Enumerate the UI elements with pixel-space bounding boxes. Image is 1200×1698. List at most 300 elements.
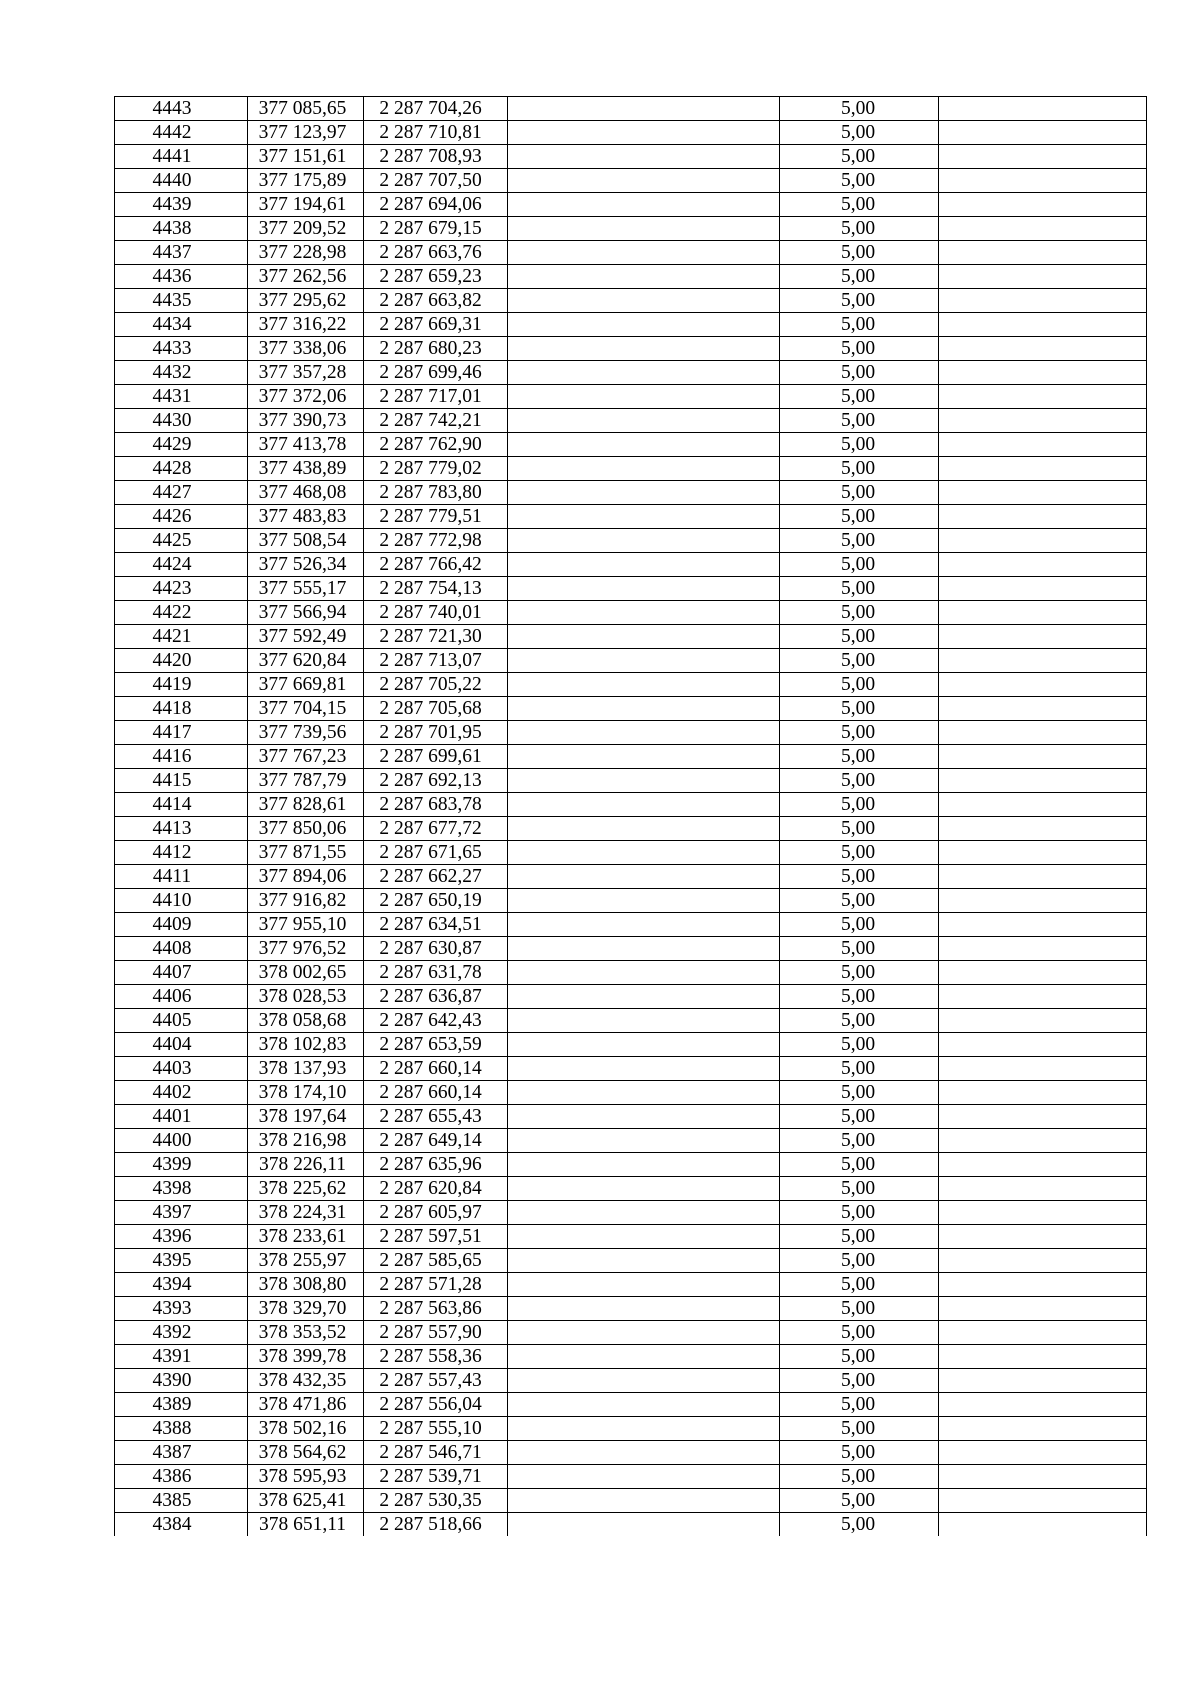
empty-cell (939, 433, 1147, 457)
empty-cell (939, 1081, 1147, 1105)
x-coordinate-cell: 377 194,61 (248, 193, 364, 217)
table-row (115, 433, 1147, 457)
value-cell: 5,00 (780, 1105, 939, 1129)
empty-cell (939, 457, 1147, 481)
empty-cell (939, 1153, 1147, 1177)
empty-cell (939, 313, 1147, 337)
empty-cell (508, 505, 780, 529)
empty-cell (939, 1273, 1147, 1297)
value-cell: 5,00 (780, 97, 939, 121)
point-number-cell: 4418 (115, 697, 248, 721)
empty-cell (508, 145, 780, 169)
empty-cell (939, 1201, 1147, 1225)
value-cell: 5,00 (780, 1489, 939, 1513)
empty-cell (939, 409, 1147, 433)
empty-cell (939, 1465, 1147, 1489)
y-coordinate-cell: 2 287 717,01 (364, 385, 508, 409)
point-number-cell: 4442 (115, 121, 248, 145)
value-cell: 5,00 (780, 409, 939, 433)
point-number-cell: 4431 (115, 385, 248, 409)
empty-cell (939, 841, 1147, 865)
table-row (115, 985, 1147, 1009)
value-cell: 5,00 (780, 1033, 939, 1057)
empty-cell (939, 985, 1147, 1009)
empty-cell (508, 697, 780, 721)
table-row (115, 97, 1147, 121)
empty-cell (939, 673, 1147, 697)
table-row (115, 1465, 1147, 1489)
point-number-cell: 4392 (115, 1321, 248, 1345)
empty-cell (508, 1129, 780, 1153)
empty-cell (939, 961, 1147, 985)
empty-cell (939, 337, 1147, 361)
table-row (115, 193, 1147, 217)
empty-cell (508, 817, 780, 841)
empty-cell (939, 1441, 1147, 1465)
table-row (115, 721, 1147, 745)
x-coordinate-cell: 377 338,06 (248, 337, 364, 361)
y-coordinate-cell: 2 287 713,07 (364, 649, 508, 673)
empty-cell (939, 1225, 1147, 1249)
value-cell: 5,00 (780, 1225, 939, 1249)
point-number-cell: 4430 (115, 409, 248, 433)
y-coordinate-cell: 2 287 634,51 (364, 913, 508, 937)
x-coordinate-cell: 377 262,56 (248, 265, 364, 289)
table-row (115, 553, 1147, 577)
empty-cell (939, 721, 1147, 745)
table-row (115, 1225, 1147, 1249)
value-cell: 5,00 (780, 265, 939, 289)
point-number-cell: 4402 (115, 1081, 248, 1105)
y-coordinate-cell: 2 287 721,30 (364, 625, 508, 649)
table-row (115, 673, 1147, 697)
y-coordinate-cell: 2 287 699,61 (364, 745, 508, 769)
value-cell: 5,00 (780, 1009, 939, 1033)
value-cell: 5,00 (780, 313, 939, 337)
x-coordinate-cell: 377 850,06 (248, 817, 364, 841)
empty-cell (508, 1441, 780, 1465)
empty-cell (939, 1129, 1147, 1153)
table-row (115, 1393, 1147, 1417)
value-cell: 5,00 (780, 337, 939, 361)
table-row (115, 1201, 1147, 1225)
x-coordinate-cell: 377 767,23 (248, 745, 364, 769)
y-coordinate-cell: 2 287 671,65 (364, 841, 508, 865)
point-number-cell: 4432 (115, 361, 248, 385)
point-number-cell: 4403 (115, 1057, 248, 1081)
empty-cell (508, 1513, 780, 1537)
empty-cell (939, 817, 1147, 841)
table-row (115, 745, 1147, 769)
x-coordinate-cell: 378 224,31 (248, 1201, 364, 1225)
value-cell: 5,00 (780, 889, 939, 913)
empty-cell (508, 121, 780, 145)
y-coordinate-cell: 2 287 556,04 (364, 1393, 508, 1417)
value-cell: 5,00 (780, 961, 939, 985)
empty-cell (939, 1393, 1147, 1417)
y-coordinate-cell: 2 287 680,23 (364, 337, 508, 361)
table-row (115, 1009, 1147, 1033)
y-coordinate-cell: 2 287 518,66 (364, 1513, 508, 1537)
empty-cell (939, 361, 1147, 385)
empty-cell (508, 553, 780, 577)
value-cell: 5,00 (780, 601, 939, 625)
x-coordinate-cell: 378 502,16 (248, 1417, 364, 1441)
empty-cell (508, 865, 780, 889)
x-coordinate-cell: 377 175,89 (248, 169, 364, 193)
empty-cell (939, 625, 1147, 649)
y-coordinate-cell: 2 287 631,78 (364, 961, 508, 985)
value-cell: 5,00 (780, 769, 939, 793)
x-coordinate-cell: 377 151,61 (248, 145, 364, 169)
y-coordinate-cell: 2 287 563,86 (364, 1297, 508, 1321)
x-coordinate-cell: 377 209,52 (248, 217, 364, 241)
table-row (115, 313, 1147, 337)
x-coordinate-cell: 378 432,35 (248, 1369, 364, 1393)
y-coordinate-cell: 2 287 655,43 (364, 1105, 508, 1129)
point-number-cell: 4405 (115, 1009, 248, 1033)
y-coordinate-cell: 2 287 546,71 (364, 1441, 508, 1465)
empty-cell (939, 1249, 1147, 1273)
y-coordinate-cell: 2 287 653,59 (364, 1033, 508, 1057)
table-row (115, 1081, 1147, 1105)
y-coordinate-cell: 2 287 683,78 (364, 793, 508, 817)
point-number-cell: 4410 (115, 889, 248, 913)
empty-cell (939, 937, 1147, 961)
x-coordinate-cell: 377 526,34 (248, 553, 364, 577)
x-coordinate-cell: 377 483,83 (248, 505, 364, 529)
point-number-cell: 4413 (115, 817, 248, 841)
point-number-cell: 4434 (115, 313, 248, 337)
empty-cell (508, 337, 780, 361)
y-coordinate-cell: 2 287 539,71 (364, 1465, 508, 1489)
point-number-cell: 4389 (115, 1393, 248, 1417)
table-row (115, 1105, 1147, 1129)
empty-cell (508, 1345, 780, 1369)
empty-cell (508, 265, 780, 289)
table-row (115, 1321, 1147, 1345)
x-coordinate-cell: 377 871,55 (248, 841, 364, 865)
empty-cell (508, 193, 780, 217)
empty-cell (508, 601, 780, 625)
table-row (115, 1369, 1147, 1393)
y-coordinate-cell: 2 287 704,26 (364, 97, 508, 121)
point-number-cell: 4404 (115, 1033, 248, 1057)
value-cell: 5,00 (780, 217, 939, 241)
point-number-cell: 4397 (115, 1201, 248, 1225)
x-coordinate-cell: 378 174,10 (248, 1081, 364, 1105)
table-row (115, 817, 1147, 841)
y-coordinate-cell: 2 287 630,87 (364, 937, 508, 961)
point-number-cell: 4385 (115, 1489, 248, 1513)
point-number-cell: 4411 (115, 865, 248, 889)
x-coordinate-cell: 378 399,78 (248, 1345, 364, 1369)
x-coordinate-cell: 377 976,52 (248, 937, 364, 961)
empty-cell (508, 1297, 780, 1321)
empty-cell (939, 1345, 1147, 1369)
empty-cell (508, 1033, 780, 1057)
empty-cell (508, 961, 780, 985)
empty-cell (508, 1249, 780, 1273)
empty-cell (508, 1009, 780, 1033)
table-row (115, 1249, 1147, 1273)
empty-cell (939, 505, 1147, 529)
x-coordinate-cell: 378 308,80 (248, 1273, 364, 1297)
value-cell: 5,00 (780, 1369, 939, 1393)
point-number-cell: 4415 (115, 769, 248, 793)
x-coordinate-cell: 377 955,10 (248, 913, 364, 937)
empty-cell (508, 529, 780, 553)
x-coordinate-cell: 377 555,17 (248, 577, 364, 601)
point-number-cell: 4440 (115, 169, 248, 193)
point-number-cell: 4395 (115, 1249, 248, 1273)
y-coordinate-cell: 2 287 558,36 (364, 1345, 508, 1369)
value-cell: 5,00 (780, 937, 939, 961)
empty-cell (939, 1009, 1147, 1033)
point-number-cell: 4393 (115, 1297, 248, 1321)
empty-cell (939, 601, 1147, 625)
x-coordinate-cell: 377 508,54 (248, 529, 364, 553)
point-number-cell: 4394 (115, 1273, 248, 1297)
x-coordinate-cell: 377 669,81 (248, 673, 364, 697)
y-coordinate-cell: 2 287 699,46 (364, 361, 508, 385)
empty-cell (508, 1273, 780, 1297)
value-cell: 5,00 (780, 985, 939, 1009)
value-cell: 5,00 (780, 1201, 939, 1225)
y-coordinate-cell: 2 287 783,80 (364, 481, 508, 505)
table-row (115, 1345, 1147, 1369)
y-coordinate-cell: 2 287 710,81 (364, 121, 508, 145)
value-cell: 5,00 (780, 1513, 939, 1537)
y-coordinate-cell: 2 287 677,72 (364, 817, 508, 841)
point-number-cell: 4417 (115, 721, 248, 745)
x-coordinate-cell: 378 595,93 (248, 1465, 364, 1489)
empty-cell (508, 97, 780, 121)
point-number-cell: 4406 (115, 985, 248, 1009)
empty-cell (939, 1177, 1147, 1201)
empty-cell (508, 985, 780, 1009)
x-coordinate-cell: 377 438,89 (248, 457, 364, 481)
x-coordinate-cell: 377 468,08 (248, 481, 364, 505)
value-cell: 5,00 (780, 553, 939, 577)
table-row (115, 121, 1147, 145)
y-coordinate-cell: 2 287 620,84 (364, 1177, 508, 1201)
table-row (115, 409, 1147, 433)
empty-cell (939, 889, 1147, 913)
x-coordinate-cell: 378 353,52 (248, 1321, 364, 1345)
empty-cell (508, 361, 780, 385)
y-coordinate-cell: 2 287 740,01 (364, 601, 508, 625)
point-number-cell: 4439 (115, 193, 248, 217)
point-number-cell: 4407 (115, 961, 248, 985)
y-coordinate-cell: 2 287 754,13 (364, 577, 508, 601)
empty-cell (939, 1105, 1147, 1129)
x-coordinate-cell: 377 316,22 (248, 313, 364, 337)
x-coordinate-cell: 377 123,97 (248, 121, 364, 145)
table-row (115, 1513, 1147, 1537)
point-number-cell: 4409 (115, 913, 248, 937)
empty-cell (508, 841, 780, 865)
y-coordinate-cell: 2 287 705,22 (364, 673, 508, 697)
table-row (115, 217, 1147, 241)
table-row (115, 649, 1147, 673)
x-coordinate-cell: 378 625,41 (248, 1489, 364, 1513)
x-coordinate-cell: 378 226,11 (248, 1153, 364, 1177)
value-cell: 5,00 (780, 1297, 939, 1321)
value-cell: 5,00 (780, 1249, 939, 1273)
y-coordinate-cell: 2 287 635,96 (364, 1153, 508, 1177)
y-coordinate-cell: 2 287 692,13 (364, 769, 508, 793)
empty-cell (939, 1417, 1147, 1441)
x-coordinate-cell: 377 894,06 (248, 865, 364, 889)
value-cell: 5,00 (780, 457, 939, 481)
table-row (115, 1297, 1147, 1321)
empty-cell (508, 1105, 780, 1129)
empty-cell (939, 745, 1147, 769)
empty-cell (508, 433, 780, 457)
table-row (115, 169, 1147, 193)
empty-cell (508, 1393, 780, 1417)
y-coordinate-cell: 2 287 663,82 (364, 289, 508, 313)
y-coordinate-cell: 2 287 555,10 (364, 1417, 508, 1441)
x-coordinate-cell: 378 197,64 (248, 1105, 364, 1129)
empty-cell (939, 577, 1147, 601)
point-number-cell: 4421 (115, 625, 248, 649)
y-coordinate-cell: 2 287 662,27 (364, 865, 508, 889)
y-coordinate-cell: 2 287 557,43 (364, 1369, 508, 1393)
value-cell: 5,00 (780, 745, 939, 769)
y-coordinate-cell: 2 287 597,51 (364, 1225, 508, 1249)
table-row (115, 337, 1147, 361)
x-coordinate-cell: 378 564,62 (248, 1441, 364, 1465)
value-cell: 5,00 (780, 865, 939, 889)
empty-cell (508, 745, 780, 769)
value-cell: 5,00 (780, 145, 939, 169)
empty-cell (939, 793, 1147, 817)
empty-cell (508, 1321, 780, 1345)
point-number-cell: 4425 (115, 529, 248, 553)
x-coordinate-cell: 377 228,98 (248, 241, 364, 265)
empty-cell (939, 913, 1147, 937)
empty-cell (508, 385, 780, 409)
y-coordinate-cell: 2 287 766,42 (364, 553, 508, 577)
point-number-cell: 4429 (115, 433, 248, 457)
empty-cell (508, 721, 780, 745)
value-cell: 5,00 (780, 1465, 939, 1489)
value-cell: 5,00 (780, 913, 939, 937)
empty-cell (508, 1081, 780, 1105)
value-cell: 5,00 (780, 817, 939, 841)
value-cell: 5,00 (780, 1129, 939, 1153)
table-row (115, 841, 1147, 865)
value-cell: 5,00 (780, 1273, 939, 1297)
empty-cell (508, 409, 780, 433)
point-number-cell: 4422 (115, 601, 248, 625)
empty-cell (939, 193, 1147, 217)
x-coordinate-cell: 377 566,94 (248, 601, 364, 625)
y-coordinate-cell: 2 287 779,51 (364, 505, 508, 529)
y-coordinate-cell: 2 287 605,97 (364, 1201, 508, 1225)
empty-cell (508, 217, 780, 241)
x-coordinate-cell: 378 028,53 (248, 985, 364, 1009)
y-coordinate-cell: 2 287 701,95 (364, 721, 508, 745)
value-cell: 5,00 (780, 721, 939, 745)
y-coordinate-cell: 2 287 557,90 (364, 1321, 508, 1345)
empty-cell (939, 385, 1147, 409)
y-coordinate-cell: 2 287 779,02 (364, 457, 508, 481)
empty-cell (939, 697, 1147, 721)
point-number-cell: 4420 (115, 649, 248, 673)
value-cell: 5,00 (780, 577, 939, 601)
x-coordinate-cell: 377 390,73 (248, 409, 364, 433)
value-cell: 5,00 (780, 433, 939, 457)
y-coordinate-cell: 2 287 660,14 (364, 1057, 508, 1081)
table-row (115, 481, 1147, 505)
x-coordinate-cell: 377 357,28 (248, 361, 364, 385)
y-coordinate-cell: 2 287 772,98 (364, 529, 508, 553)
x-coordinate-cell: 377 620,84 (248, 649, 364, 673)
table-row (115, 1489, 1147, 1513)
point-number-cell: 4437 (115, 241, 248, 265)
empty-cell (508, 1489, 780, 1513)
value-cell: 5,00 (780, 1177, 939, 1201)
point-number-cell: 4390 (115, 1369, 248, 1393)
value-cell: 5,00 (780, 361, 939, 385)
empty-cell (939, 1489, 1147, 1513)
x-coordinate-cell: 377 828,61 (248, 793, 364, 817)
table-row (115, 913, 1147, 937)
y-coordinate-cell: 2 287 707,50 (364, 169, 508, 193)
point-number-cell: 4427 (115, 481, 248, 505)
empty-cell (508, 793, 780, 817)
coordinates-table (114, 96, 1147, 1536)
empty-cell (508, 1057, 780, 1081)
x-coordinate-cell: 377 295,62 (248, 289, 364, 313)
empty-cell (508, 577, 780, 601)
y-coordinate-cell: 2 287 571,28 (364, 1273, 508, 1297)
y-coordinate-cell: 2 287 669,31 (364, 313, 508, 337)
x-coordinate-cell: 377 372,06 (248, 385, 364, 409)
empty-cell (508, 913, 780, 937)
value-cell: 5,00 (780, 1393, 939, 1417)
table-row (115, 577, 1147, 601)
y-coordinate-cell: 2 287 660,14 (364, 1081, 508, 1105)
y-coordinate-cell: 2 287 642,43 (364, 1009, 508, 1033)
empty-cell (508, 625, 780, 649)
empty-cell (939, 121, 1147, 145)
y-coordinate-cell: 2 287 636,87 (364, 985, 508, 1009)
y-coordinate-cell: 2 287 679,15 (364, 217, 508, 241)
empty-cell (508, 1417, 780, 1441)
coordinates-table-body (115, 97, 1147, 1537)
x-coordinate-cell: 377 413,78 (248, 433, 364, 457)
empty-cell (939, 1321, 1147, 1345)
empty-cell (939, 1513, 1147, 1537)
empty-cell (939, 529, 1147, 553)
empty-cell (939, 169, 1147, 193)
empty-cell (939, 289, 1147, 313)
point-number-cell: 4433 (115, 337, 248, 361)
empty-cell (508, 649, 780, 673)
value-cell: 5,00 (780, 1441, 939, 1465)
value-cell: 5,00 (780, 241, 939, 265)
empty-cell (508, 1153, 780, 1177)
empty-cell (508, 673, 780, 697)
table-row (115, 937, 1147, 961)
y-coordinate-cell: 2 287 762,90 (364, 433, 508, 457)
point-number-cell: 4441 (115, 145, 248, 169)
x-coordinate-cell: 378 471,86 (248, 1393, 364, 1417)
